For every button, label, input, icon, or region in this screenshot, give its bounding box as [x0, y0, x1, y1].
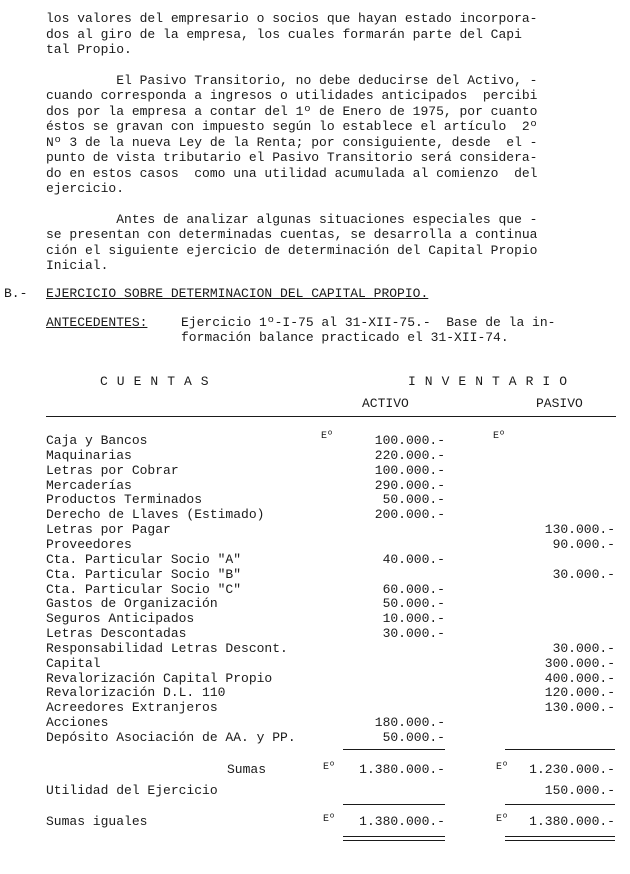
section-title: EJERCICIO SOBRE DETERMINACION DEL CAPITAL PROPIO. [46, 286, 429, 301]
account-name: Depósito Asociación de AA. y PP. [46, 730, 296, 745]
currency-symbol: Eº [321, 431, 334, 442]
sumas-pasivo: 1.230.000.- [529, 762, 615, 777]
paragraph-line: ción el siguiente ejercicio de determinación del Capital Propio [46, 242, 538, 258]
activo-value: 60.000.- [382, 581, 445, 597]
paragraph-line: dos por la empresa a contar del 1º de Enero de 1975, por cuanto [46, 103, 538, 119]
account-name: Letras por Cobrar [46, 462, 179, 478]
double-rule [505, 840, 615, 841]
sumas-label: Sumas [227, 762, 267, 777]
account-name: Acciones [46, 715, 109, 731]
sumas-iguales-pasivo: 1.380.000.- [529, 814, 615, 829]
paragraph-line: éstos se gravan con impuesto según lo establece el artículo 2º [46, 119, 538, 134]
currency-symbol: Eº [493, 431, 506, 442]
activo-value: 100.000.- [374, 462, 445, 478]
account-name: Letras por Pagar [46, 522, 171, 538]
double-rule [343, 840, 445, 841]
pasivo-value: 120.000.- [544, 685, 615, 701]
account-name: Responsabilidad Letras Descont. [46, 640, 288, 656]
double-rule [505, 836, 615, 837]
subtotal-rule [505, 749, 615, 750]
pasivo-value: 130.000.- [544, 700, 615, 716]
account-name: Capital [46, 655, 101, 671]
activo-value: 180.000.- [374, 715, 445, 731]
sumas-iguales-activo: 1.380.000.- [359, 814, 445, 829]
pasivo-value: 300.000.- [544, 655, 615, 671]
activo-value: 50.000.- [382, 492, 445, 508]
paragraph-line: cuando corresponda a ingresos o utilidades anticipados percibi [46, 88, 538, 103]
antecedentes-text: formación balance practicado el 31-XII-74. [181, 330, 509, 345]
account-name: Revalorización D.L. 110 [46, 685, 226, 701]
pasivo-value: 400.000.- [544, 670, 615, 686]
activo-value: 40.000.- [382, 551, 445, 567]
activo-value: 290.000.- [374, 477, 445, 493]
paragraph-line: se presentan con determinadas cuentas, se desarrolla a continua [46, 227, 538, 242]
account-name: Revalorización Capital Propio [46, 670, 273, 686]
paragraph-line: tal Propio. [46, 42, 132, 57]
currency-symbol: Eº [323, 762, 336, 773]
activo-value: 30.000.- [382, 626, 445, 642]
paragraph-line: Nº 3 de la nueva Ley de la Renta; por consiguiente, desde el - [46, 134, 538, 150]
paragraph-line: ejercicio. [46, 181, 125, 196]
utilidad-pasivo: 150.000.- [544, 783, 615, 798]
antecedentes-text: Ejercicio 1º-I-75 al 31-XII-75.- Base de la in- [181, 315, 556, 330]
account-name: Cta. Particular Socio "A" [46, 551, 242, 567]
column-header-activo: ACTIVO [362, 396, 409, 411]
account-name: Caja y Bancos [46, 433, 148, 448]
paragraph-line: los valores del empresario o socios que hayan estado incorpora- [46, 11, 538, 26]
section-number: B.- [4, 286, 28, 301]
account-name: Cta. Particular Socio "B" [46, 566, 242, 582]
total-rule [343, 804, 445, 805]
subtotal-rule [343, 749, 445, 750]
paragraph-line: El Pasivo Transitorio, no debe deducirse del Activo, - [46, 72, 538, 88]
account-name: Seguros Anticipados [46, 611, 195, 627]
sumas-iguales-label: Sumas iguales [46, 814, 148, 829]
pasivo-value: 90.000.- [552, 536, 615, 552]
activo-value: 220.000.- [374, 447, 445, 463]
account-name: Gastos de Organización [46, 596, 218, 612]
paragraph-line: Inicial. [46, 258, 109, 273]
paragraph-line: Antes de analizar algunas situaciones especiales que - [46, 211, 538, 227]
account-name: Cta. Particular Socio "C" [46, 581, 242, 597]
account-name: Derecho de Llaves (Estimado) [46, 507, 265, 523]
column-header-inventario: INVENTARIO [408, 374, 577, 389]
sumas-activo: 1.380.000.- [359, 762, 445, 777]
currency-symbol: Eº [496, 762, 509, 773]
header-rule [46, 416, 616, 417]
paragraph-line: dos al giro de la empresa, los cuales formarán parte del Capi [46, 26, 522, 42]
paragraph-line: punto de vista tributario el Pasivo Transitorio será considera- [46, 150, 538, 165]
total-rule [505, 804, 615, 805]
account-name: Acreedores Extranjeros [46, 700, 218, 716]
pasivo-value: 130.000.- [544, 522, 615, 538]
double-rule [343, 836, 445, 837]
pasivo-value: 30.000.- [552, 566, 615, 582]
paragraph-line: do en estos casos como una utilidad acumulada al comienzo del [46, 165, 538, 181]
utilidad-label: Utilidad del Ejercicio [46, 783, 218, 798]
account-name: Proveedores [46, 536, 132, 552]
activo-value: 100.000.- [374, 433, 445, 448]
activo-value: 50.000.- [382, 596, 445, 612]
account-name: Letras Descontadas [46, 626, 187, 642]
account-name: Productos Terminados [46, 492, 203, 508]
pasivo-value: 30.000.- [552, 640, 615, 656]
activo-value: 200.000.- [374, 507, 445, 523]
account-name: Mercaderías [46, 477, 132, 493]
account-name: Maquinarias [46, 447, 132, 463]
activo-value: 10.000.- [382, 611, 445, 627]
column-header-cuentas: CUENTAS [100, 374, 218, 389]
currency-symbol: Eº [323, 814, 336, 825]
currency-symbol: Eº [496, 814, 509, 825]
antecedentes-label: ANTECEDENTES: [46, 315, 148, 330]
activo-value: 50.000.- [382, 730, 445, 745]
column-header-pasivo: PASIVO [536, 396, 583, 411]
